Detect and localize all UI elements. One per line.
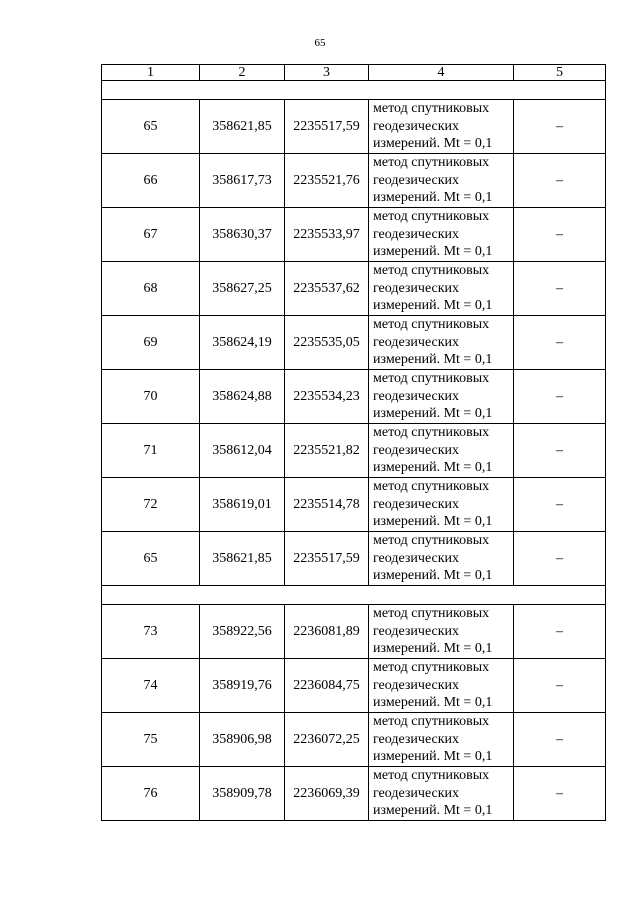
y-coordinate-cell: 2235514,78 [285,478,369,532]
table-row [102,316,606,370]
note-cell: – [514,262,606,316]
note-cell: – [514,767,606,821]
y-coordinate-cell: 2235521,82 [285,424,369,478]
method-cell [369,713,514,767]
method-text-line: метод спутниковых [373,479,490,495]
method-text-line: геодезических [373,280,460,296]
table-separator-row [102,586,606,605]
x-coordinate-cell: 358619,01 [200,478,285,532]
method-text-line: метод спутниковых [373,533,490,549]
x-coordinate-cell: 358624,88 [200,370,285,424]
method-text-line: метод спутниковых [373,606,490,622]
y-coordinate-cell: 2235535,05 [285,316,369,370]
y-coordinate-cell: 2236069,39 [285,767,369,821]
method-text-line: измерений. Mt = 0,1 [373,136,493,152]
note-cell: – [514,713,606,767]
method-cell [369,262,514,316]
method-text-line: метод спутниковых [373,660,490,676]
method-text-line: измерений. Mt = 0,1 [373,641,493,657]
table-row [102,100,606,154]
method-text-line: геодезических [373,785,460,801]
method-text-line: измерений. Mt = 0,1 [373,695,493,711]
x-coordinate-cell: 358909,78 [200,767,285,821]
method-text-line: измерений. Mt = 0,1 [373,749,493,765]
method-text-line: метод спутниковых [373,714,490,730]
point-number-cell: 66 [102,154,200,208]
point-number-cell: 68 [102,262,200,316]
method-cell [369,208,514,262]
note-cell: – [514,370,606,424]
method-text-line: геодезических [373,226,460,242]
note-cell: – [514,316,606,370]
method-text-line: метод спутниковых [373,371,490,387]
method-cell [369,767,514,821]
page-number: 65 [314,37,326,49]
column-header: 3 [285,65,369,81]
table-separator-row [102,81,606,100]
method-text-line: геодезических [373,334,460,350]
method-text-line: измерений. Mt = 0,1 [373,568,493,584]
method-text-line: геодезических [373,172,460,188]
column-header: 1 [102,65,200,81]
y-coordinate-cell: 2235517,59 [285,532,369,586]
method-text-line: измерений. Mt = 0,1 [373,803,493,819]
x-coordinate-cell: 358630,37 [200,208,285,262]
note-cell: – [514,659,606,713]
method-cell [369,316,514,370]
method-text-line: геодезических [373,677,460,693]
method-text-line: геодезических [373,388,460,404]
x-coordinate-cell: 358612,04 [200,424,285,478]
method-text-line: метод спутниковых [373,425,490,441]
method-text-line: измерений. Mt = 0,1 [373,514,493,530]
method-cell [369,100,514,154]
method-text-line: измерений. Mt = 0,1 [373,298,493,314]
method-cell [369,370,514,424]
point-number-cell: 74 [102,659,200,713]
separator-cell [102,81,606,100]
x-coordinate-cell: 358922,56 [200,605,285,659]
table-row [102,713,606,767]
y-coordinate-cell: 2236084,75 [285,659,369,713]
x-coordinate-cell: 358621,85 [200,100,285,154]
coordinates-table [101,64,606,821]
column-header: 4 [369,65,514,81]
x-coordinate-cell: 358627,25 [200,262,285,316]
point-number-cell: 67 [102,208,200,262]
method-text-line: метод спутниковых [373,101,490,117]
point-number-cell: 70 [102,370,200,424]
method-text-line: измерений. Mt = 0,1 [373,460,493,476]
method-text-line: метод спутниковых [373,263,490,279]
point-number-cell: 65 [102,100,200,154]
y-coordinate-cell: 2235517,59 [285,100,369,154]
y-coordinate-cell: 2236081,89 [285,605,369,659]
method-text-line: метод спутниковых [373,317,490,333]
method-text-line: геодезических [373,550,460,566]
separator-cell [102,586,606,605]
method-cell [369,424,514,478]
x-coordinate-cell: 358621,85 [200,532,285,586]
method-text-line: измерений. Mt = 0,1 [373,244,493,260]
column-header: 2 [200,65,285,81]
note-cell: – [514,532,606,586]
method-text-line: геодезических [373,118,460,134]
table-row [102,370,606,424]
table-row [102,262,606,316]
method-text-line: геодезических [373,731,460,747]
method-text-line: геодезических [373,496,460,512]
method-text-line: метод спутниковых [373,155,490,171]
note-cell: – [514,208,606,262]
x-coordinate-cell: 358617,73 [200,154,285,208]
note-cell: – [514,478,606,532]
table-row [102,605,606,659]
point-number-cell: 65 [102,532,200,586]
note-cell: – [514,100,606,154]
note-cell: – [514,154,606,208]
table-row [102,208,606,262]
x-coordinate-cell: 358919,76 [200,659,285,713]
note-cell: – [514,424,606,478]
method-cell [369,154,514,208]
method-text-line: измерений. Mt = 0,1 [373,352,493,368]
table-row [102,424,606,478]
column-header: 5 [514,65,606,81]
point-number-cell: 73 [102,605,200,659]
method-cell [369,659,514,713]
method-text-line: геодезических [373,442,460,458]
method-text-line: измерений. Mt = 0,1 [373,406,493,422]
table-row [102,154,606,208]
method-cell [369,532,514,586]
point-number-cell: 69 [102,316,200,370]
point-number-cell: 76 [102,767,200,821]
method-text-line: геодезических [373,623,460,639]
y-coordinate-cell: 2235533,97 [285,208,369,262]
method-cell [369,478,514,532]
method-cell [369,605,514,659]
table-header-row [102,65,606,81]
y-coordinate-cell: 2236072,25 [285,713,369,767]
y-coordinate-cell: 2235534,23 [285,370,369,424]
x-coordinate-cell: 358624,19 [200,316,285,370]
method-text-line: метод спутниковых [373,209,490,225]
y-coordinate-cell: 2235537,62 [285,262,369,316]
method-text-line: метод спутниковых [373,768,490,784]
table-row [102,659,606,713]
x-coordinate-cell: 358906,98 [200,713,285,767]
point-number-cell: 71 [102,424,200,478]
y-coordinate-cell: 2235521,76 [285,154,369,208]
note-cell: – [514,605,606,659]
point-number-cell: 75 [102,713,200,767]
table-row [102,478,606,532]
point-number-cell: 72 [102,478,200,532]
table-row [102,767,606,821]
method-text-line: измерений. Mt = 0,1 [373,190,493,206]
table-row [102,532,606,586]
